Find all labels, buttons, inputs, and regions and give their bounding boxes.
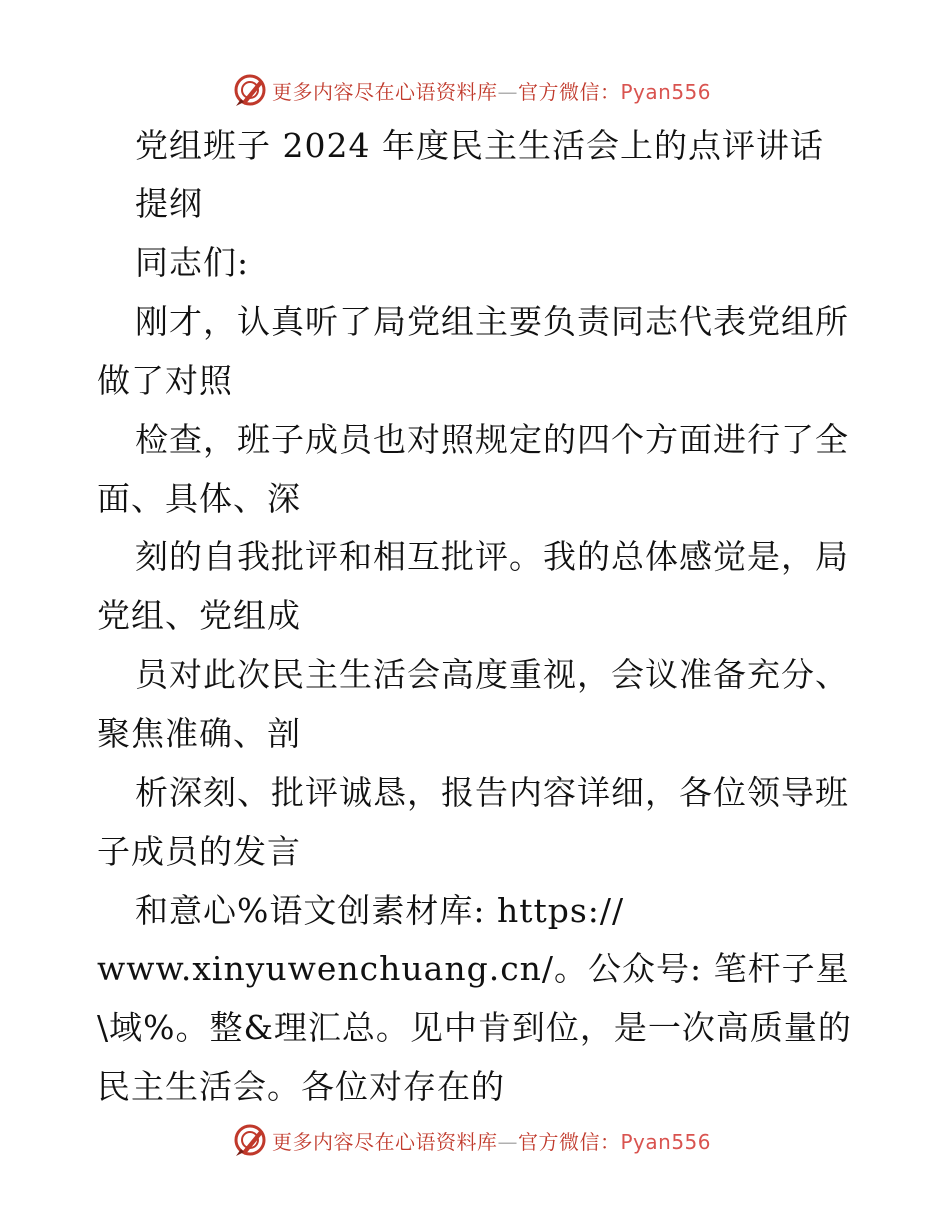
doc-line: 刻的自我批评和相互批评。我的总体感觉是，局 bbox=[135, 537, 849, 576]
doc-line: \域%。整&理汇总。见中肯到位，是一次高质量的 bbox=[97, 1008, 852, 1047]
watermark-dash: — bbox=[497, 79, 518, 104]
doc-line: 析深刻、批评诚恳，报告内容详细，各位领导班 bbox=[135, 773, 849, 812]
watermark-dash: — bbox=[497, 1129, 518, 1154]
doc-line: 民主生活会。各位对存在的 bbox=[97, 1067, 505, 1106]
doc-line: www.xinyuwenchuang.cn/。公众号: 笔杆子星 bbox=[97, 949, 850, 988]
pen-circle-logo-icon bbox=[232, 1122, 268, 1158]
watermark-wechat-id: Pyan556 bbox=[620, 79, 712, 104]
doc-line: 和意心%语文创素材库: https:// bbox=[135, 891, 625, 930]
doc-line: 检查，班子成员也对照规定的四个方面进行了全 bbox=[135, 420, 849, 459]
watermark-wechat-id: Pyan556 bbox=[620, 1129, 712, 1154]
doc-line: 面、具体、深 bbox=[97, 479, 301, 518]
watermark-wechat-label: 官方微信： bbox=[518, 79, 621, 104]
watermark-wechat-label: 官方微信： bbox=[518, 1129, 621, 1154]
doc-line: 同志们: bbox=[135, 243, 250, 282]
doc-line: 刚才，认真听了局党组主要负责同志代表党组所 bbox=[135, 302, 849, 341]
doc-line: 党组、党组成 bbox=[97, 596, 301, 635]
watermark-main: 更多内容尽在心语资料库 bbox=[272, 79, 498, 104]
doc-title-line-1: 党组班子 2024 年度民主生活会上的点评讲话 bbox=[135, 126, 824, 165]
watermark-text bbox=[272, 1126, 711, 1155]
doc-title-line-2: 提纲 bbox=[135, 184, 203, 223]
pen-circle-logo-icon bbox=[232, 72, 268, 108]
footer-watermark bbox=[232, 1120, 711, 1160]
watermark-main: 更多内容尽在心语资料库 bbox=[272, 1129, 498, 1154]
watermark-text bbox=[272, 76, 711, 105]
doc-line: 子成员的发言 bbox=[97, 832, 301, 871]
doc-line: 做了对照 bbox=[97, 361, 233, 400]
header-watermark bbox=[232, 70, 711, 110]
doc-line: 员对此次民主生活会高度重视，会议准备充分、 bbox=[135, 655, 849, 694]
doc-line: 聚焦准确、剖 bbox=[97, 714, 301, 753]
